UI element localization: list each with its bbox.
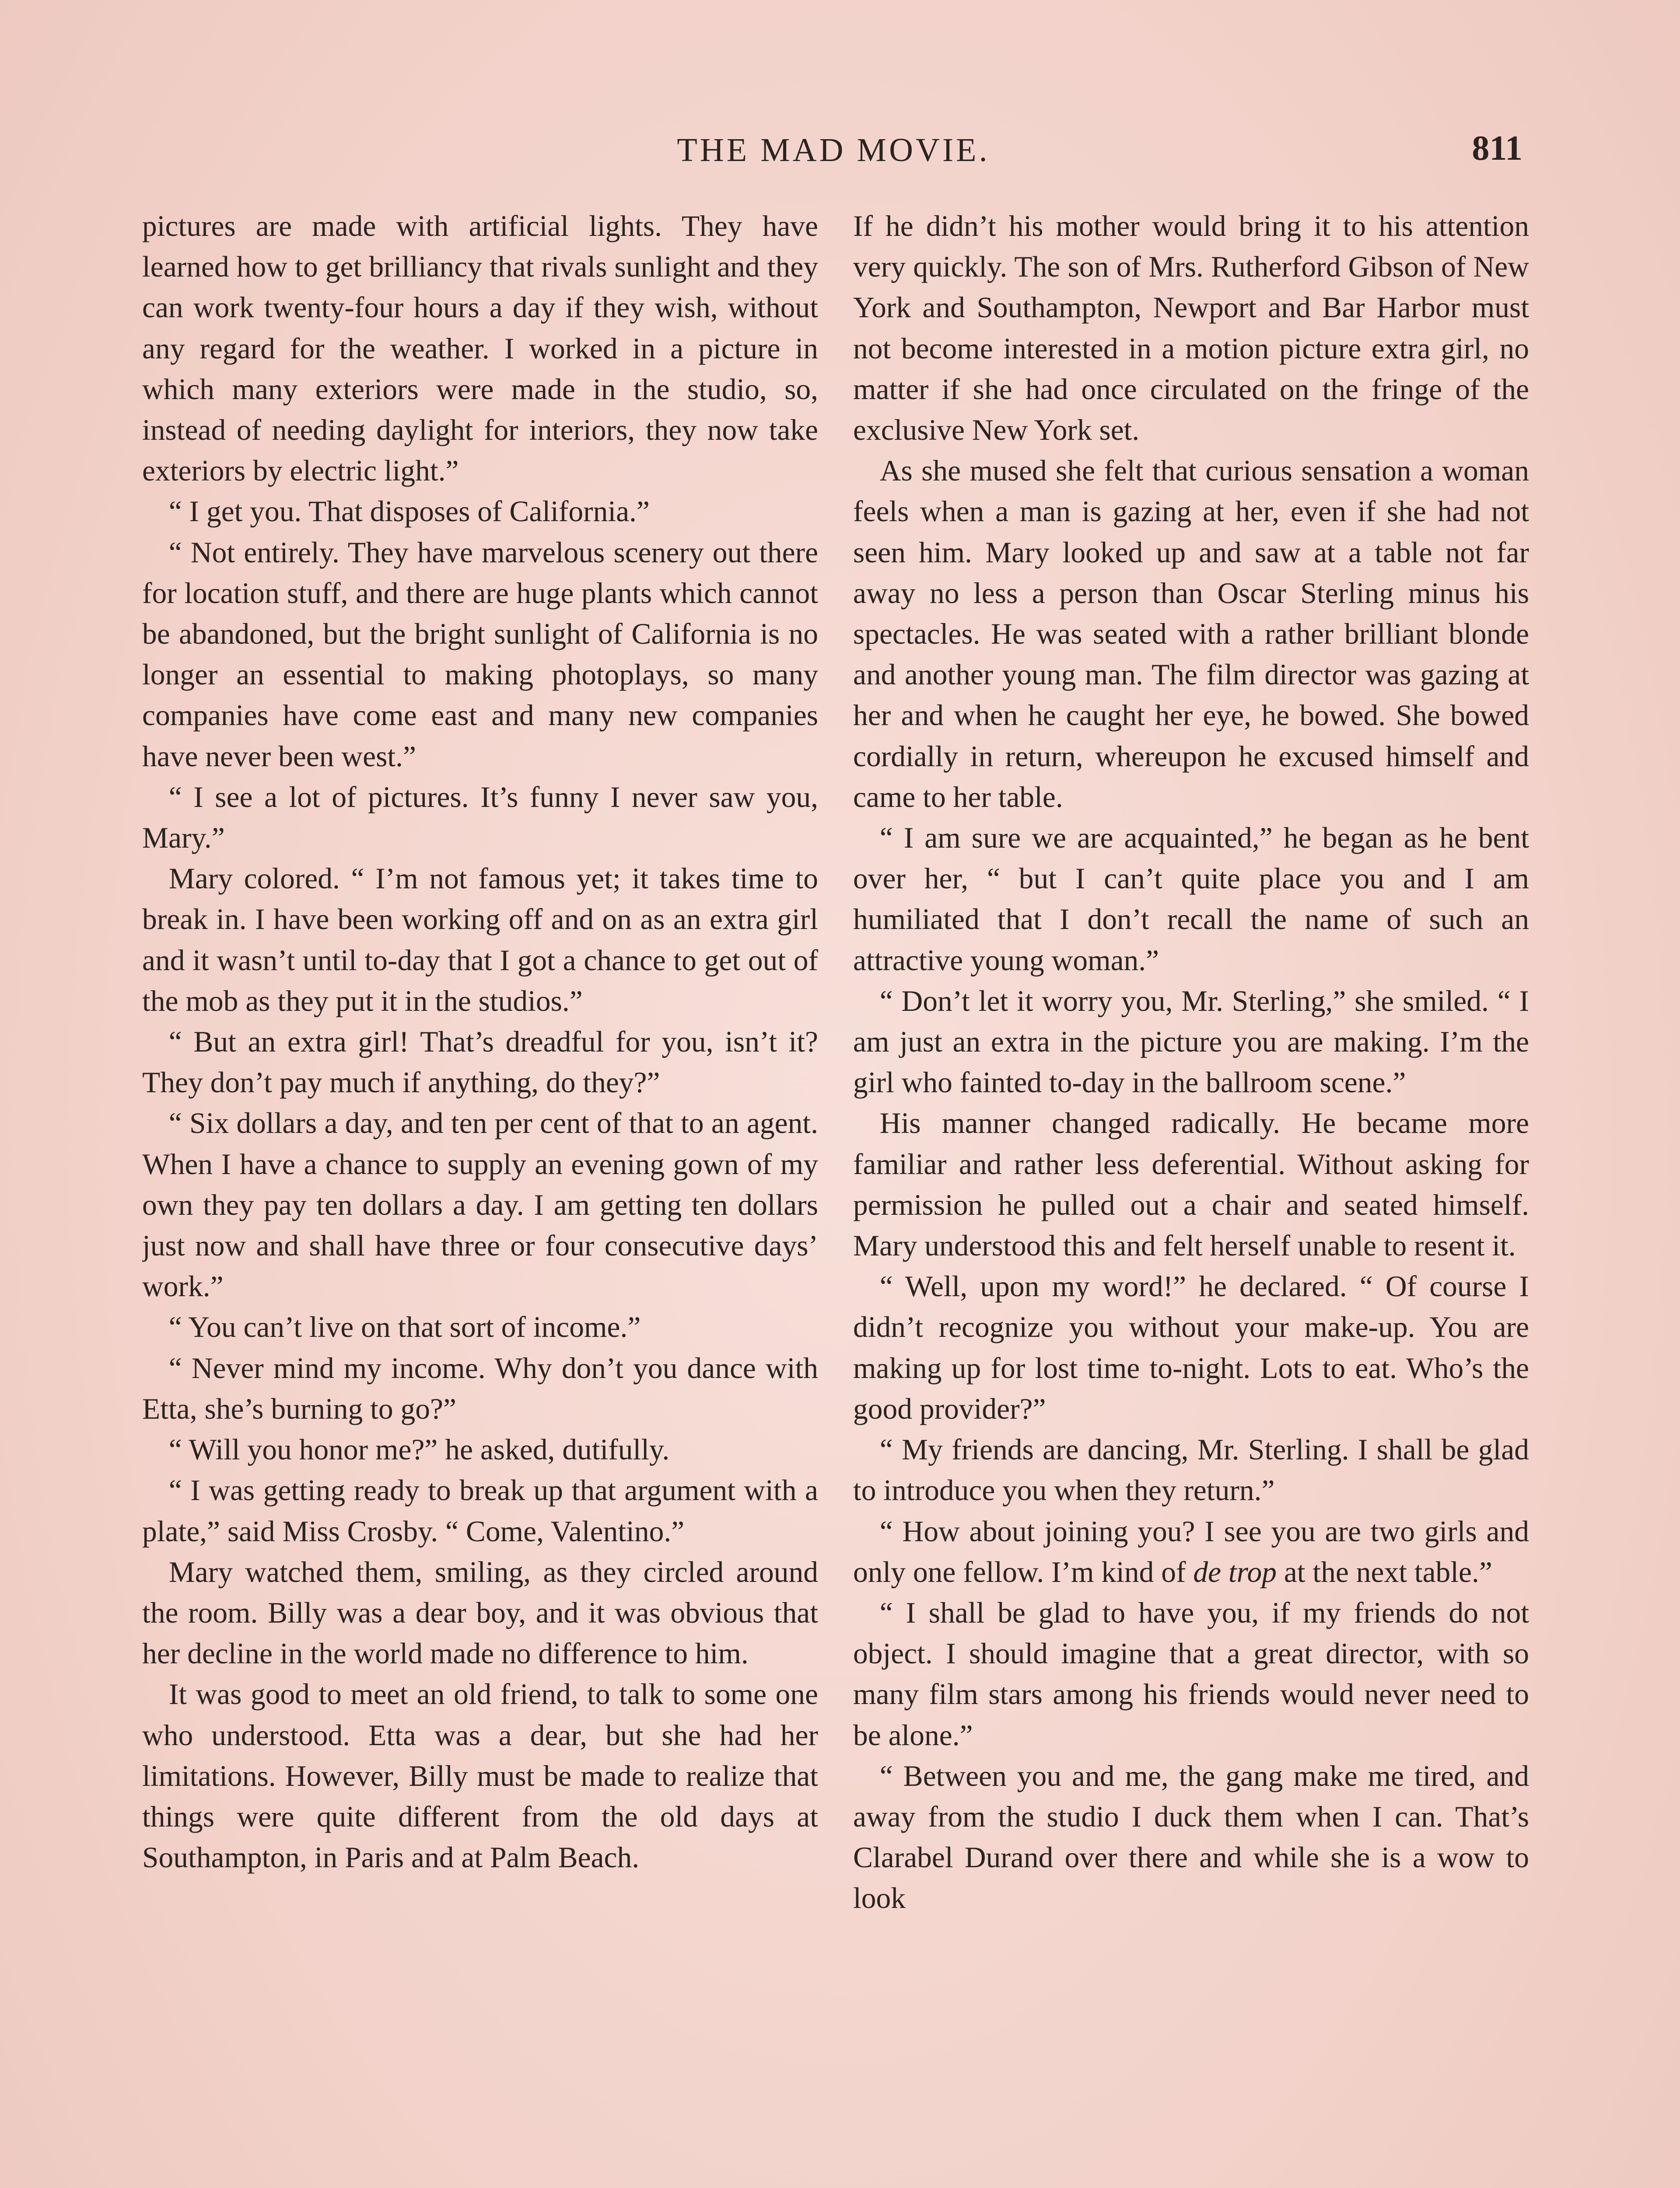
paragraph: “ My friends are dancing, Mr. Sterling. I shall be glad to introduce you when they return.” — [853, 1433, 1529, 1507]
paragraph: Mary colored. “ I’m not famous yet; it takes time to break in. I have been working off and on as an extra girl and it wasn’t until to-day that I got a chance to get out of the mob as they put it in the studios.” — [142, 862, 818, 1017]
right-column — [853, 206, 1529, 2188]
paragraph: “ You can’t live on that sort of income.” — [168, 1311, 641, 1344]
paragraph-text: “ How about joining you? I see you are two girls and only one fellow. I’m kind of — [853, 1515, 1529, 1588]
paragraph: It was good to meet an old friend, to talk to some one who understood. Etta was a dear, but she had her limitations. However, Billy must be made to realize that things were quite different from the old days at Southampton, in Paris and at Palm Beach. — [142, 1678, 818, 1874]
paragraph: “ Well, upon my word!” he declared. “ Of course I didn’t recognize you without your make-up. You are making up for lost time to-night. Lots to eat. Who’s the good provider?” — [853, 1270, 1529, 1425]
page-number: 811 — [1472, 129, 1522, 168]
paragraph: If he didn’t his mother would bring it to his attention very quickly. The son of Mrs. Rutherford Gibson of New York and Southampton, Newport and Bar Harbor must not become interested in a motion picture extra girl, no matter if she had once circulated on the fringe of the exclusive New York set. — [853, 210, 1529, 447]
paragraph: “ Between you and me, the gang make me tired, and away from the studio I duck them when I can. That’s Clarabel Durand over there and while she is a wow to look — [853, 1759, 1529, 1915]
paragraph: “ I was getting ready to break up that argument with a plate,” said Miss Crosby. “ Come, Valentino.” — [142, 1474, 818, 1548]
paragraph: His manner changed radically. He became more familiar and rather less deferential. Without asking for permission he pulled out a chair and seated himself. Mary understood this and felt herself unable to resent it. — [853, 1107, 1529, 1262]
page-header — [144, 131, 1522, 179]
paragraph: “ I get you. That disposes of California.” — [168, 495, 650, 528]
paragraph: “ Will you honor me?” he asked, dutifully. — [168, 1433, 670, 1466]
paragraph: “ Don’t let it worry you, Mr. Sterling,” she smiled. “ I am just an extra in the picture you are making. I’m the girl who fainted to-day in the ballroom scene.” — [853, 984, 1529, 1099]
italic-phrase: de trop — [1193, 1555, 1277, 1588]
paragraph-text: at the next table.” — [1276, 1555, 1492, 1588]
paragraph: “ Six dollars a day, and ten per cent of that to an agent. When I have a chance to supply an evening gown of my own they pay ten dollars a day. I am getting ten dollars just now and shall have three or four consecutive days’ work.” — [142, 1107, 818, 1303]
paragraph — [853, 1511, 1529, 1592]
paragraph: As she mused she felt that curious sensation a woman feels when a man is gazing at her, even if she had not seen him. Mary looked up and saw at a table not far away no less a person than Oscar Sterling minus his spectacles. He was seated with a rather brilliant blonde and another young man. The film director was gazing at her and when he caught her eye, he bowed. She bowed cordially in return, whereupon he excused himself and came to her table. — [853, 454, 1529, 813]
running-title: THE MAD MOVIE. — [677, 132, 990, 168]
paragraph: “ But an extra girl! That’s dreadful for you, isn’t it? They don’t pay much if anything, do they?” — [142, 1025, 818, 1099]
paragraph: “ Never mind my income. Why don’t you dance with Etta, she’s burning to go?” — [142, 1351, 818, 1425]
left-column — [142, 206, 818, 2188]
paragraph: pictures are made with artificial lights. They have learned how to get brilliancy that rivals sunlight and they can work twenty-four hours a day if they wish, without any regard for the weather. I worked in a picture in which many exteriors were made in the studio, so, instead of needing daylight for interiors, they now take exteriors by electric light.” — [142, 210, 818, 487]
paragraph: “ I shall be glad to have you, if my friends do not object. I should imagine that a great director, with so many film stars among his friends would never need to be alone.” — [853, 1596, 1529, 1752]
paragraph: “ I am sure we are acquainted,” he began as he bent over her, “ but I can’t quite place you and I am humiliated that I don’t recall the name of such an attractive young woman.” — [853, 821, 1529, 977]
paragraph: “ Not entirely. They have marvelous scenery out there for location stuff, and there are huge plants which cannot be abandoned, but the bright sunlight of California is no longer an essential to making photoplays, so many companies have come east and many new companies have never been west.” — [142, 536, 818, 773]
paragraph: “ I see a lot of pictures. It’s funny I never saw you, Mary.” — [142, 780, 818, 855]
paragraph: Mary watched them, smiling, as they circled around the room. Billy was a dear boy, and it was obvious that her decline in the world made no difference to him. — [142, 1555, 818, 1670]
